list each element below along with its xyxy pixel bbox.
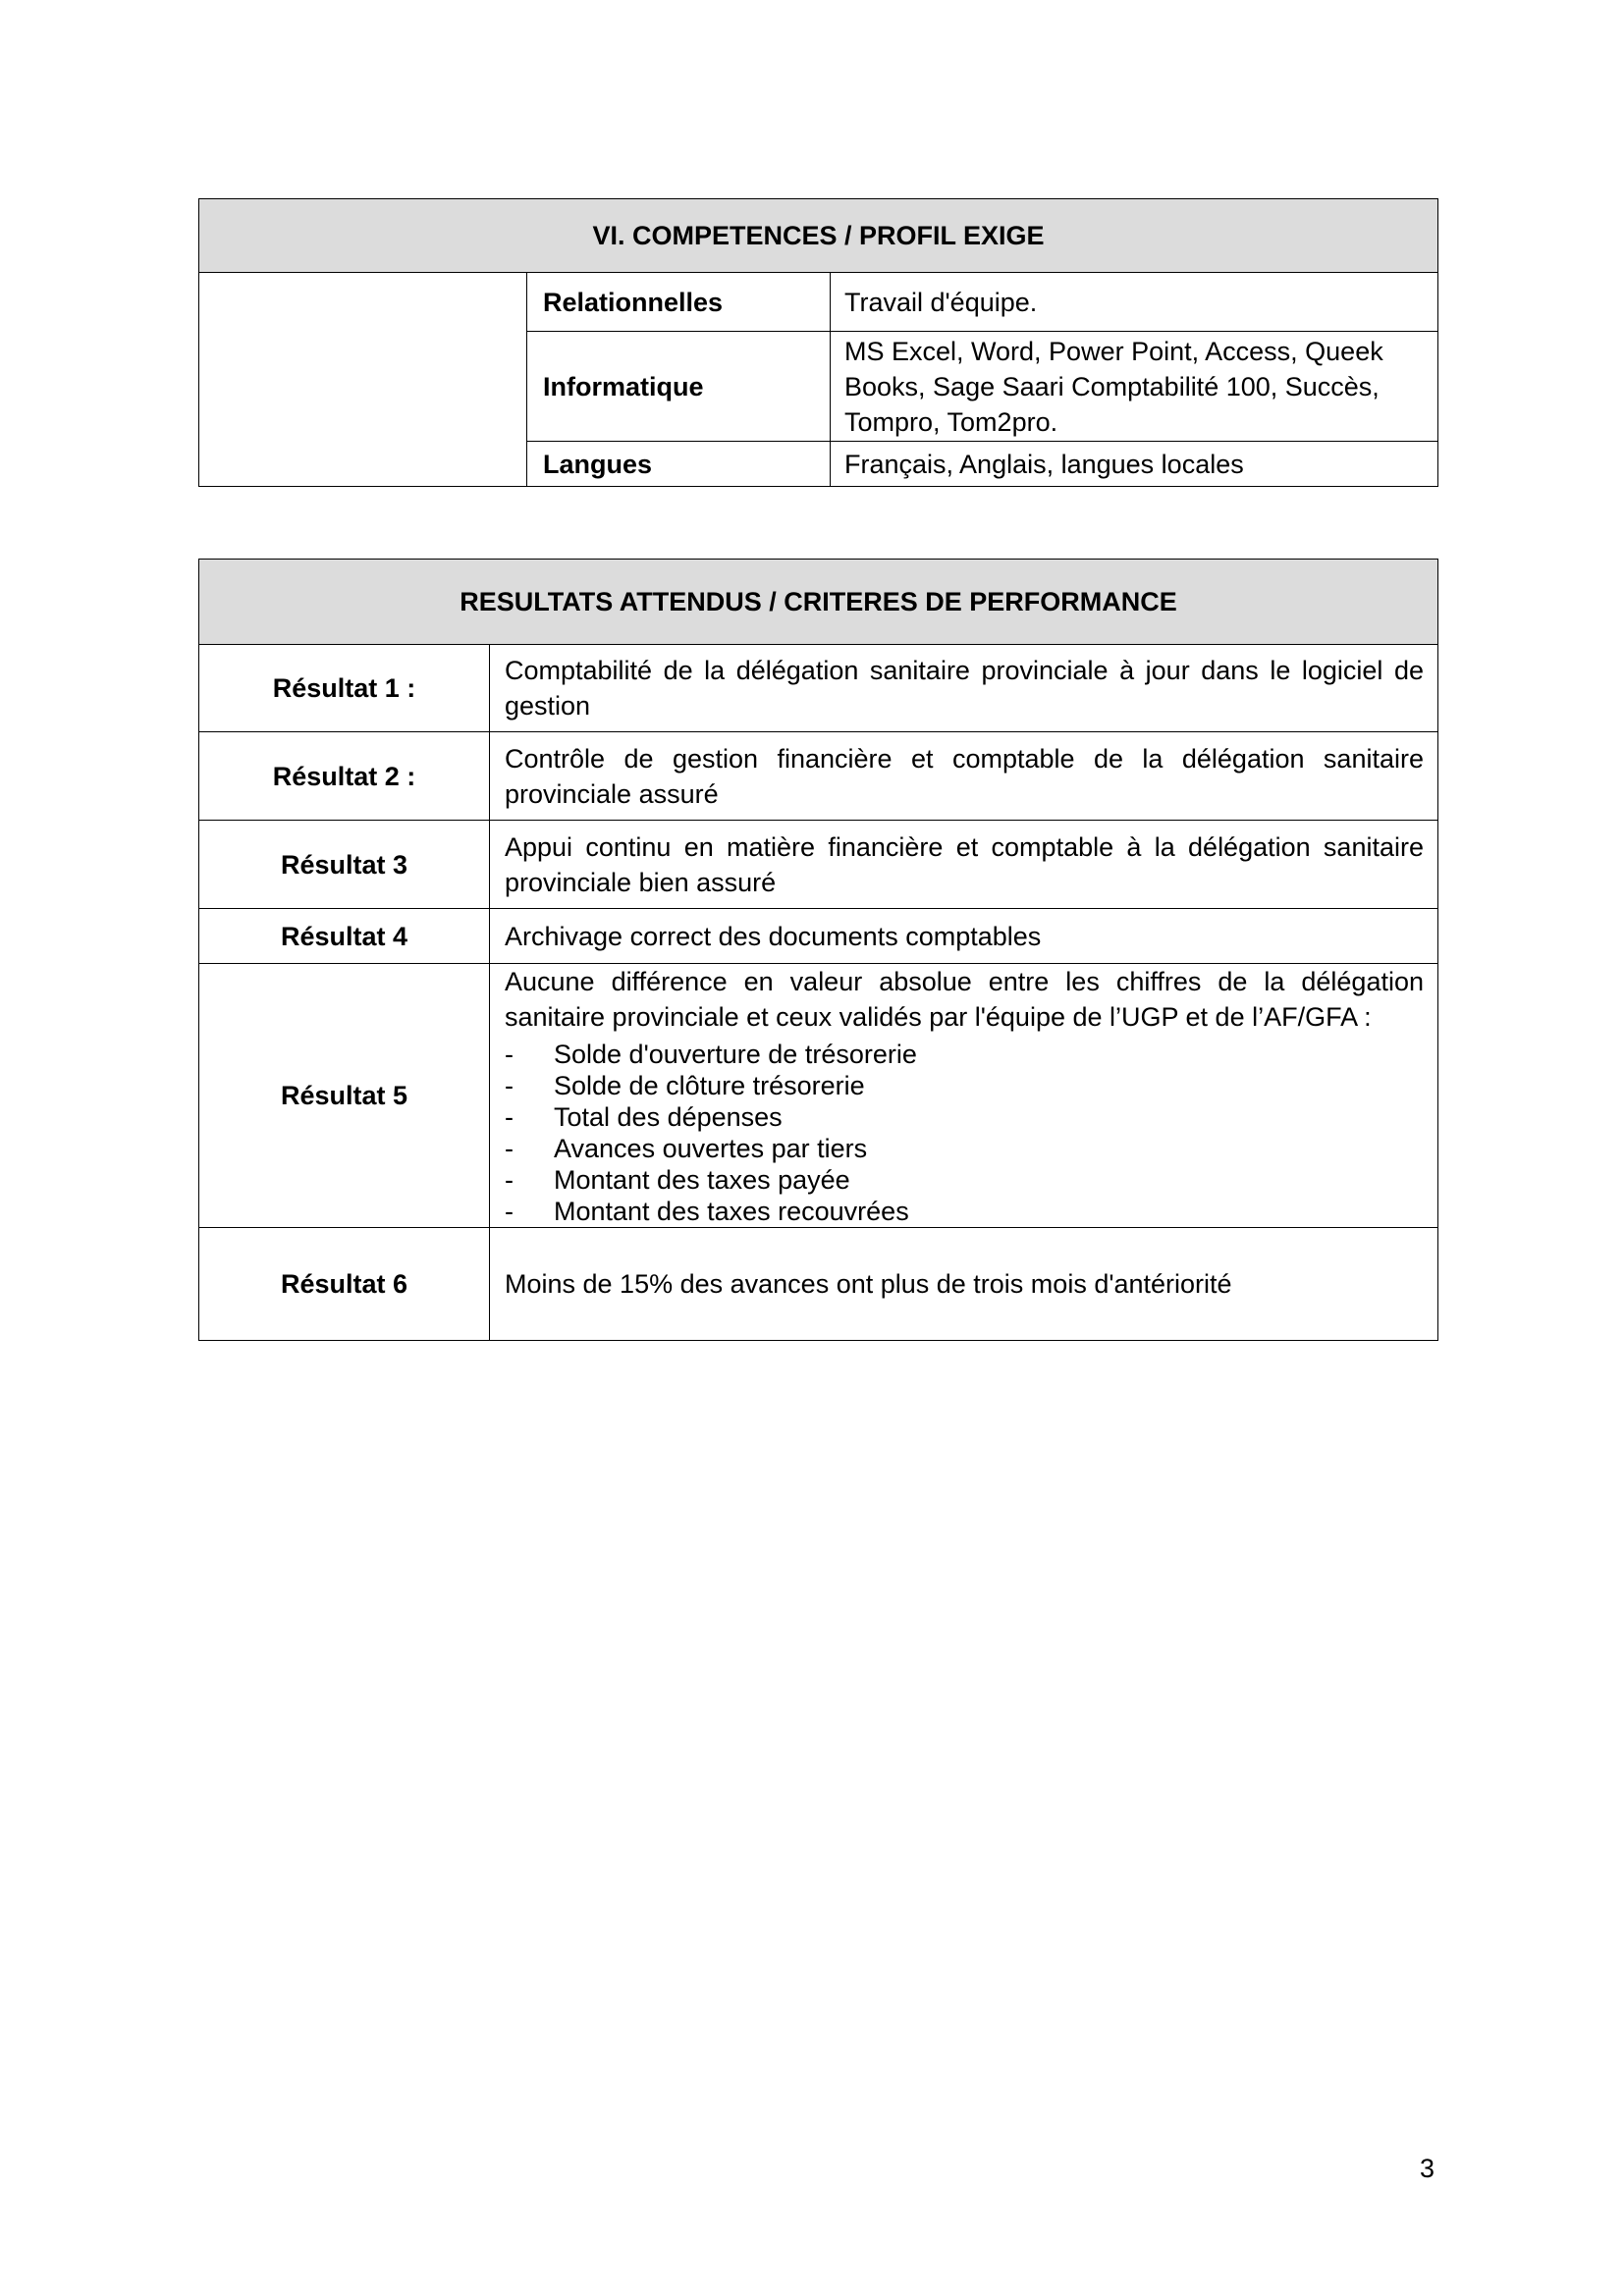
competence-category-langues: Langues bbox=[527, 442, 831, 487]
resultat-6-text: Moins de 15% des avances ont plus de trois mois d'antériorité bbox=[490, 1228, 1438, 1341]
resultat-5-cell bbox=[490, 964, 1438, 1228]
competences-table bbox=[198, 198, 1438, 487]
competence-value-relationnelles: Travail d'équipe. bbox=[831, 273, 1438, 332]
list-item: - Solde de clôture trésorerie bbox=[505, 1070, 1424, 1101]
list-item: - Avances ouvertes par tiers bbox=[505, 1133, 1424, 1164]
resultat-3-label: Résultat 3 bbox=[199, 821, 490, 909]
competences-blank-cell bbox=[199, 273, 527, 487]
resultat-1-text: Comptabilité de la délégation sanitaire provinciale à jour dans le logiciel de gestion bbox=[490, 645, 1438, 732]
resultats-table bbox=[198, 559, 1438, 1341]
competence-value-langues: Français, Anglais, langues locales bbox=[831, 442, 1438, 487]
resultat-5-text: Aucune différence en valeur absolue entre les chiffres de la délégation sanitaire provinciale et ceux validés par l'équipe de l’UGP et de l’AF/GFA : bbox=[505, 967, 1424, 1032]
competence-value-informatique: MS Excel, Word, Power Point, Access, Queek Books, Sage Saari Comptabilité 100, Succès, Tompro, Tom2pro. bbox=[831, 332, 1438, 442]
competences-header: VI. COMPETENCES / PROFIL EXIGE bbox=[199, 199, 1438, 273]
resultat-2-label: Résultat 2 : bbox=[199, 732, 490, 821]
resultat-6-label: Résultat 6 bbox=[199, 1228, 490, 1341]
resultat-4-text: Archivage correct des documents comptables bbox=[490, 909, 1438, 964]
resultat-5-list bbox=[505, 1039, 1424, 1227]
competence-category-informatique: Informatique bbox=[527, 332, 831, 442]
resultat-1-label: Résultat 1 : bbox=[199, 645, 490, 732]
page-number: 3 bbox=[1420, 2154, 1435, 2183]
resultat-5-label: Résultat 5 bbox=[199, 964, 490, 1228]
resultat-2-text: Contrôle de gestion financière et comptable de la délégation sanitaire provinciale assuré bbox=[490, 732, 1438, 821]
list-item: - Solde d'ouverture de trésorerie bbox=[505, 1039, 1424, 1070]
list-item: - Montant des taxes payée bbox=[505, 1164, 1424, 1196]
resultat-3-text: Appui continu en matière financière et comptable à la délégation sanitaire provinciale bien assuré bbox=[490, 821, 1438, 909]
list-item: - Total des dépenses bbox=[505, 1101, 1424, 1133]
list-item: - Montant des taxes recouvrées bbox=[505, 1196, 1424, 1227]
resultats-header: RESULTATS ATTENDUS / CRITERES DE PERFORMANCE bbox=[199, 560, 1438, 645]
competence-category-relationnelles: Relationnelles bbox=[527, 273, 831, 332]
resultat-4-label: Résultat 4 bbox=[199, 909, 490, 964]
